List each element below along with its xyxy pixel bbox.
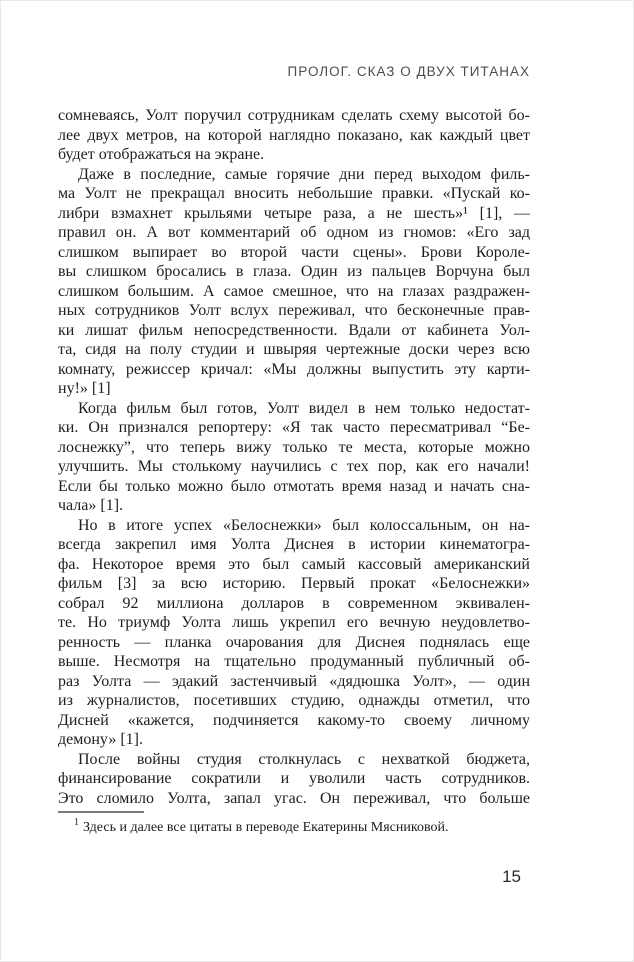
text-line: демону» [1]. (58, 731, 143, 748)
text-line: Но в итоге успех «Белоснежки» был колоссальным, он на- (78, 516, 530, 534)
text-line: ки. Он признался репортеру: «Я так часто пересматривал “Бе- (58, 419, 530, 436)
text-line: из журналистов, посетивших студию, однажды отметил, что (58, 692, 530, 709)
text-line: те. Но триумф Уолта лишь укрепил его вечную неудовлетво- (58, 614, 530, 631)
running-header: ПРОЛОГ. СКАЗ О ДВУХ ТИТАНАХ (287, 64, 530, 79)
text-line: ма Уолт не прекращал вносить небольшие правки. «Пускай ко- (58, 185, 530, 202)
text-line: Это сломило Уолта, запал угас. Он переживал, что больше (58, 789, 530, 807)
body-text (58, 106, 530, 808)
page-number: 15 (502, 867, 521, 886)
text-line: финансирование сократили и уволили часть сотрудников. (58, 770, 530, 787)
text-line: будет отображаться на экране. (58, 146, 265, 163)
text-line: лоснежку”, что теперь вижу только те места, которые можно (58, 438, 530, 456)
text-line: Когда фильм был готов, Уолт видел в нем только недостат- (78, 399, 530, 417)
text-line: та, сидя на полу студии и швыряя чертежные доски через всю (58, 341, 530, 358)
text-line: фильм [3] за всю историю. Первый прокат «Белоснежки» (58, 575, 530, 592)
footnote-text: Здесь и далее все цитаты в переводе Екатерины Мясниковой. (83, 820, 449, 835)
footnote-block (58, 811, 530, 837)
text-line: слишком выпирает во второй части сцены». Брови Короле- (58, 243, 530, 261)
text-line: чала» [1]. (58, 497, 124, 514)
text-line: собрал 92 миллиона долларов в современном эквивален- (58, 594, 530, 612)
text-line: Дисней «кажется, подчиняется какому-то своему личному (58, 711, 530, 729)
text-line: ну!» [1] (58, 380, 111, 397)
text-line: сомневаясь, Уолт поручил сотрудникам сделать схему высотой бо- (58, 107, 530, 124)
footnote-separator (58, 811, 144, 813)
text-line: ных сотрудников Уолт вслух переживал, что бесконечные прав- (58, 302, 530, 319)
text-line: ки лишат фильм непосредственности. Вдали от кабинета Уол- (58, 321, 530, 339)
text-line: улучшить. Мы столькому научились с тех пор, как его начали! (58, 458, 530, 475)
footnote-marker: 1 (74, 817, 79, 829)
text-line: слишком большим. А самое смешное, что на глазах раздражен- (58, 282, 530, 300)
text-line: раз Уолта — эдакий застенчивый «дядюшка Уолт», — один (58, 672, 530, 690)
text-line: ренность — планка очарования для Диснея поднялась еще (58, 633, 530, 651)
text-line: выше. Несмотря на тщательно продуманный публичный об- (58, 653, 530, 670)
text-line: комнату, режиссер кричал: «Мы должны выпустить эту карти- (58, 360, 530, 378)
text-line: всегда закрепил имя Уолта Диснея в истории кинематогра- (58, 536, 530, 553)
text-line: лее двух метров, на которой наглядно показано, как каждый цвет (58, 126, 530, 144)
text-line: После войны студия столкнулась с нехваткой бюджета, (78, 750, 530, 768)
text-line: вы слишком бросались в глаза. Один из пальцев Ворчуна был (58, 263, 530, 280)
text-line: фа. Некоторое время это был самый кассовый американский (58, 555, 530, 573)
text-line: Даже в последние, самые горячие дни перед выходом филь- (78, 165, 530, 183)
text-line: либри взмахнет крыльями четыре раза, а не шесть»¹ [1], — (58, 204, 530, 222)
footnote (58, 819, 530, 837)
text-line: Если бы только можно было отмотать время назад и начать сна- (58, 477, 530, 495)
text-line: правил он. А вот комментарий об одном из гномов: «Его зад (58, 224, 530, 241)
